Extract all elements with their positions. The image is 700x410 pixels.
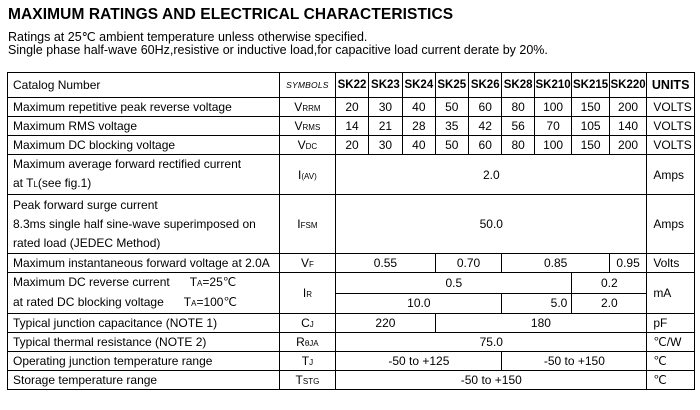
symbol-cell [279,273,336,314]
value-cell: 100 [534,98,571,117]
note-ambient: Ratings at 25℃ ambient temperature unless otherwise specified. [8,30,368,44]
value-cell: 30 [368,136,402,155]
value-cell: 28 [403,117,435,136]
part-header: SK220 [609,73,646,98]
param-label: Typical thermal resistance (NOTE 2) [8,333,280,352]
symbol-main: V [300,256,309,270]
symbol-sub: RMS [302,123,321,132]
value-cell: 220 [336,314,435,333]
value-cell: 35 [435,117,468,136]
table-row [8,314,695,333]
unit-cell: pF [647,314,695,333]
param-label: Typical junction capacitance (NOTE 1) [8,314,280,333]
symbol-main: V [294,119,303,133]
param-label: Maximum instantaneous forward voltage at 2.0A [8,254,280,273]
symbol-sub: DC [305,142,318,151]
symbol-cell [279,352,336,371]
value-cell: 150 [572,136,609,155]
part-header: SK210 [534,73,571,98]
table-row [8,352,695,371]
param-line: 8.3ms single half sine-wave superimposed on [13,216,256,231]
symbol-main: T [295,373,303,387]
value-cell: 0.95 [609,254,646,273]
value-cell: 20 [336,136,368,155]
value-cell: 150 [572,98,609,117]
value-cell: 50 [435,98,468,117]
value-cell: 200 [609,98,646,117]
symbols-header: SYMBOLS [279,73,336,98]
value-cell: 0.55 [336,254,435,273]
value-cell: 2.0 [572,293,647,314]
value-cell: 80 [502,98,534,117]
symbol-cell [279,136,336,155]
ratings-table [7,72,695,390]
table-row [8,155,695,195]
unit-cell: mA [647,273,695,314]
value-cell: 40 [403,98,435,117]
value-cell: -50 to +125 [336,352,502,371]
symbol-main: I [302,286,307,300]
symbol-sub: RRM [302,104,321,113]
value-cell: 21 [368,117,402,136]
symbol-cell [279,195,336,254]
value-cell: 105 [572,117,609,136]
table-row [8,98,695,117]
param-cond-end: =100℃ [196,295,237,309]
param-line: Maximum average forward rectified current [13,157,242,171]
unit-cell: VOLTS [647,98,695,117]
value-cell: 50 [435,136,468,155]
table-row [8,273,695,294]
value-cell: 0.70 [435,254,502,273]
value-cell: 10.0 [336,293,502,314]
symbol-cell [279,333,336,352]
param-label: Maximum RMS voltage [8,117,280,136]
part-header: SK23 [368,73,402,98]
table-row [8,371,695,390]
symbol-main: R [296,335,305,349]
part-header: SK25 [435,73,468,98]
value-cell: 14 [336,117,368,136]
symbol-sub: θJA [304,339,319,348]
catalog-number-header: Catalog Number [8,73,280,98]
param-line: at rated DC blocking voltage [13,295,164,309]
value-cell: 0.5 [336,273,572,294]
value-cell: 0.85 [502,254,609,273]
symbol-main: I [297,217,301,231]
value-cell: 40 [403,136,435,155]
value-cell: 70 [534,117,571,136]
param-sub: A [197,279,203,288]
param-cond-end: =25℃ [202,275,237,289]
part-header: SK22 [336,73,368,98]
param-label: Storage temperature range [8,371,280,390]
symbol-sub: (AV) [301,171,317,181]
param-label [8,273,280,314]
param-cond: T [183,295,192,309]
value-cell: 100 [534,136,571,155]
symbol-sub: J [309,358,314,367]
value-cell: 200 [609,136,646,155]
param-line: Maximum DC reverse current [13,275,170,289]
units-header: UNITS [647,73,695,98]
symbol-cell [279,314,336,333]
unit-cell: Volts [647,254,695,273]
symbol-sub: STG [302,377,320,386]
param-line: rated load (JEDEC Method) [13,235,161,250]
value-cell: -50 to +150 [502,352,647,371]
unit-cell: VOLTS [647,136,695,155]
value-cell: 42 [469,117,502,136]
part-header: SK24 [403,73,435,98]
value-cell: -50 to +150 [336,371,647,390]
value-cell: 5.0 [502,293,572,314]
value-cell: 60 [469,98,502,117]
value-cell: 180 [435,314,647,333]
symbol-sub: FSM [300,221,318,230]
symbol-main: C [301,316,310,330]
table-row [8,117,695,136]
param-line: Peak forward surge current [13,197,158,212]
part-header: SK26 [469,73,502,98]
value-cell: 0.2 [572,273,647,294]
symbol-sub: R [306,290,312,299]
page-title: MAXIMUM RATINGS AND ELECTRICAL CHARACTERISTICS [8,6,454,23]
value-cell: 50.0 [336,195,647,254]
unit-cell: ℃ [647,352,695,371]
symbol-main: V [294,100,303,114]
symbol-sub: J [309,320,314,329]
param-label [8,155,280,195]
symbol-cell [279,371,336,390]
symbol-main: T [301,354,310,368]
part-header: SK28 [502,73,534,98]
table-row [8,254,695,273]
param-label [8,195,280,254]
value-cell: 2.0 [336,155,647,195]
value-cell: 30 [368,98,402,117]
param-label: Operating junction temperature range [8,352,280,371]
unit-cell: Amps [647,195,695,254]
table-row [8,195,695,254]
unit-cell: ℃ [647,371,695,390]
param-label: Maximum repetitive peak reverse voltage [8,98,280,117]
value-cell: 20 [336,98,368,117]
unit-cell: VOLTS [647,117,695,136]
param-sub: A [191,299,197,308]
param-sub: L [33,180,38,189]
note-load: Single phase half-wave 60Hz,resistive or inductive load,for capacitive load current derate by 20%. [8,43,548,57]
table-row [8,333,695,352]
param-line-end: (see fig.1) [37,176,92,190]
unit-cell: Amps [647,155,695,195]
param-line: at T [13,176,34,190]
value-cell: 140 [609,117,646,136]
unit-cell: ℃/W [647,333,695,352]
value-cell: 60 [469,136,502,155]
symbol-cell [279,254,336,273]
param-cond: T [189,275,198,289]
symbol-main: I [298,167,302,182]
symbol-cell [279,98,336,117]
symbol-cell [279,117,336,136]
value-cell: 80 [502,136,534,155]
symbol-sub: F [308,260,314,269]
value-cell: 75.0 [336,333,647,352]
table-row [8,136,695,155]
value-cell: 56 [502,117,534,136]
part-header: SK215 [572,73,609,98]
symbol-cell [279,155,336,195]
symbol-main: V [297,138,306,152]
table-header-row [8,73,695,98]
param-label: Maximum DC blocking voltage [8,136,280,155]
